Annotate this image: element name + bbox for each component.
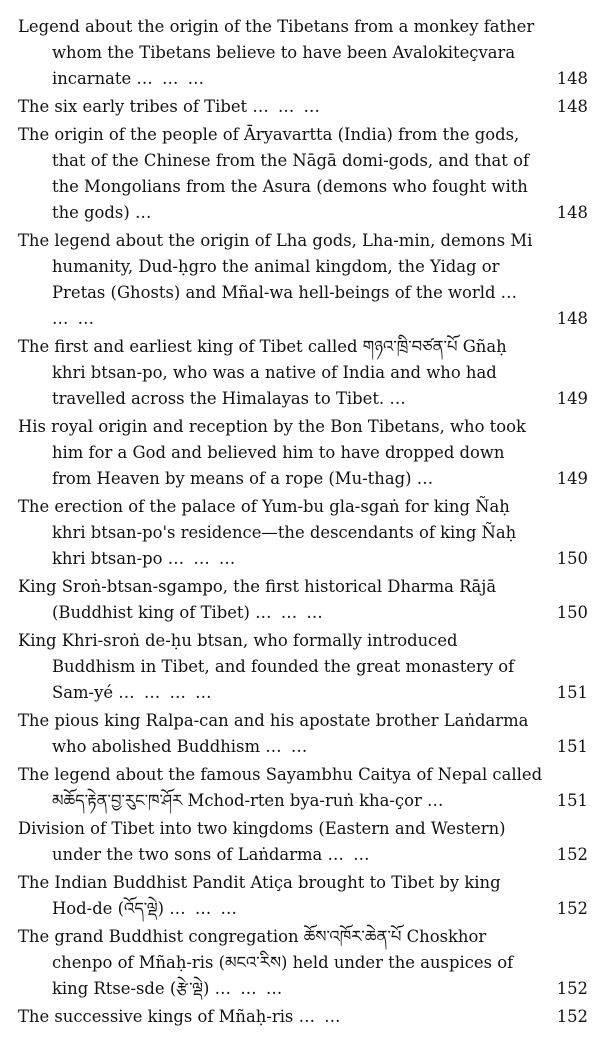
toc-entry-text: The successive kings of Mñaḥ-ris … … (18, 1007, 343, 1026)
toc-entry (18, 574, 588, 626)
toc-entry-text: The six early tribes of Tibet … … … (18, 97, 322, 116)
toc-entry-text: The origin of the people of Āryavartta (India) from the gods, that of the Chinese from the Nāgā domi-gods, and that of the Mongolians from the Asura (demons who fought with the gods) … (18, 125, 530, 222)
dot-leader: … … … (167, 549, 238, 568)
page-number: 148 (556, 203, 588, 222)
page-number: 148 (556, 69, 588, 88)
toc-entry (18, 628, 588, 706)
toc-entry (18, 414, 588, 492)
toc-entry-text: The legend about the origin of Lha gods, Lha-min, demons Mi humanity, Dud-ḥgro the animal kingdom, the Yidag or Pretas (Ghosts) and Mñal-wa hell-beings of the world … … … (18, 231, 533, 328)
page-number: 152 (556, 979, 588, 998)
toc-entry (18, 14, 588, 92)
dot-leader: … (389, 389, 408, 408)
page-number: 150 (556, 549, 588, 568)
dot-leader: … (134, 203, 154, 222)
toc-entry (18, 708, 588, 760)
dot-leader: … … (327, 845, 372, 864)
dot-leader: … … … (52, 283, 520, 328)
page-number: 151 (556, 683, 588, 702)
page-number: 152 (556, 899, 588, 918)
toc-entry-text: Division of Tibet into two kingdoms (Eastern and Western) under the two sons of Laṅdarma … … (18, 819, 506, 864)
dot-leader: … … … (214, 979, 285, 998)
page-number: 148 (556, 97, 588, 116)
page-number: 151 (556, 737, 588, 756)
toc-entry-text: King Sroṅ-btsan-sgampo, the first historical Dharma Rājā (Buddhist king of Tibet) … … … (18, 577, 497, 622)
table-of-contents (18, 14, 588, 1030)
dot-leader: … … … … (118, 683, 214, 702)
toc-entry (18, 334, 588, 412)
toc-entry-text: The pious king Ralpa-can and his apostate brother Laṅdarma who abolished Buddhism … … (18, 711, 529, 756)
dot-leader: … … … (252, 97, 322, 116)
dot-leader: … … (265, 737, 310, 756)
page-number: 152 (556, 845, 588, 864)
toc-entry (18, 494, 588, 572)
toc-entry-text: The Indian Buddhist Pandit Atiça brought to Tibet by king Hod-de (འོད་ལྡེ) … … … (18, 873, 501, 918)
page-number: 149 (556, 389, 588, 408)
toc-entry-text: The erection of the palace of Yum-bu gla-sgaṅ for king Ñaḥ khri btsan-po's residence—the descendants of king Ñaḥ khri btsan-po … … … (18, 497, 517, 568)
dot-leader: … (416, 469, 436, 488)
toc-entry-text: The grand Buddhist congregation ཆོས་འཁོར་ཆེན་པོ Choskhor chenpo of Mñaḥ-ris (མངའ་རིས) held under the auspices of king Rtse-sde (རྩེ་ལྡེ) … … … (18, 927, 514, 998)
dot-leader: … … (298, 1007, 343, 1026)
toc-entry (18, 816, 588, 868)
toc-entry (18, 122, 588, 226)
toc-entry (18, 870, 588, 922)
page-number: 148 (556, 309, 588, 328)
dot-leader: … … … (255, 603, 325, 622)
toc-entry-text: Legend about the origin of the Tibetans from a monkey father whom the Tibetans believe to have been Avalokiteçvara incarnate … … … (18, 17, 535, 88)
toc-entry (18, 762, 588, 814)
toc-entry (18, 1004, 588, 1030)
page-number: 151 (556, 791, 588, 810)
toc-entry-text: The legend about the famous Sayambhu Caitya of Nepal called མཆོད་རྟེན་བྱ་རུང་ཁ་ཤོར Mchod-rten bya-ruṅ kha-çor … (18, 765, 543, 810)
dot-leader: … … … (136, 69, 207, 88)
page-number: 152 (556, 1007, 588, 1026)
toc-entry (18, 94, 588, 120)
toc-entry-text: His royal origin and reception by the Bon Tibetans, who took him for a God and believed him to have dropped down from Heaven by means of a rope (Mu-thag) … (18, 417, 526, 488)
toc-entry (18, 924, 588, 1002)
dot-leader: … … … (169, 899, 239, 918)
toc-entry-text: The first and earliest king of Tibet called གཉའ་ཁྲི་བཙན་པོ Gñaḥ khri btsan-po, who was a native of India and who had travelled across the Himalayas to Tibet. … (18, 337, 507, 408)
toc-entry (18, 228, 588, 332)
dot-leader: … (427, 791, 446, 810)
page-number: 150 (556, 603, 588, 622)
toc-entry-text: King Khri-sroṅ de-ḥu btsan, who formally introduced Buddhism in Tibet, and founded the great monastery of Sam-yé … … … … (18, 631, 515, 702)
page-number: 149 (556, 469, 588, 488)
